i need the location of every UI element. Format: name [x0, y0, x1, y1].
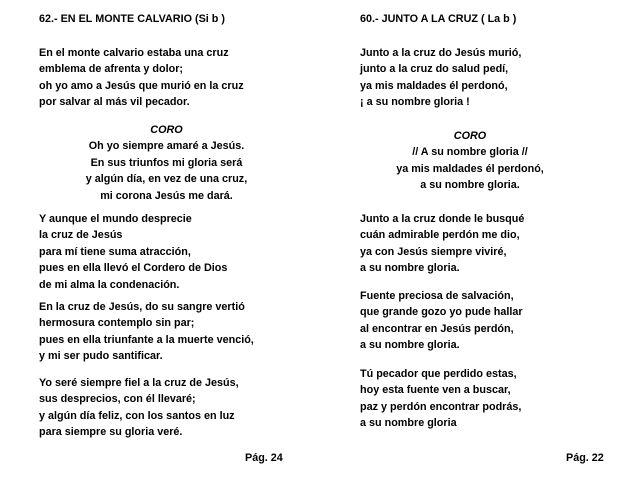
- stanza-2: [360, 211, 524, 277]
- stanza-1: [39, 45, 244, 111]
- verse-line: la cruz de Jesús: [39, 229, 123, 242]
- verse-line: para siempre su gloria veré.: [39, 426, 183, 439]
- chorus: [39, 122, 294, 204]
- verse-line: para mí tiene suma atracción,: [39, 245, 191, 258]
- chorus-line: Oh yo siempre amaré a Jesús.: [88, 140, 245, 153]
- verse-line: junto a la cruz do salud pedí,: [360, 63, 509, 76]
- verse-line: ya mis maldades él perdonó,: [360, 79, 508, 92]
- stanza-4: [360, 366, 521, 432]
- chorus-line: y algún día, en vez de una cruz,: [85, 173, 248, 186]
- stanza-3: [360, 288, 523, 354]
- chorus-line: mi corona Jesús me dará.: [100, 189, 233, 202]
- chorus-line: ya mis maldades él perdonó,: [396, 162, 544, 175]
- verse-line: y algún día feliz, con los santos en luz: [39, 409, 235, 422]
- verse-line: pues en ella triunfante a la muerte venció,: [39, 333, 254, 346]
- verse-line: ¡ a su nombre gloria !: [360, 96, 470, 109]
- verse-line: al encontrar en Jesús perdón,: [360, 322, 514, 335]
- verse-line: Fuente preciosa de salvación,: [360, 290, 514, 302]
- chorus-line: En sus triunfos mi gloria será: [90, 156, 243, 169]
- verse-line: Y aunque el mundo desprecie: [39, 213, 192, 225]
- page-number: Pág. 22: [566, 452, 604, 464]
- stanza-4: [39, 375, 239, 441]
- verse-line: oh yo amo a Jesús que murió en la cruz: [39, 79, 244, 92]
- chorus: [360, 128, 580, 194]
- verse-line: emblema de afrenta y dolor;: [39, 63, 183, 76]
- stanza-1: [360, 45, 521, 111]
- verse-line: sus desprecios, con él llevaré;: [39, 393, 196, 406]
- verse-line: y mi ser pudo santificar.: [39, 350, 163, 363]
- hymn-title-60: 60.- JUNTO A LA CRUZ ( La b ): [360, 13, 517, 25]
- verse-line: a su nombre gloria.: [360, 262, 460, 275]
- verse-line: a su nombre gloria.: [360, 339, 460, 352]
- verse-line: que grande gozo yo pude hallar: [360, 306, 523, 319]
- verse-line: Junto a la cruz donde le busqué: [360, 213, 525, 225]
- verse-line: a su nombre gloria: [360, 417, 457, 430]
- chorus-heading: CORO: [453, 130, 487, 142]
- verse-line: Junto a la cruz do Jesús murió,: [360, 47, 522, 59]
- verse-line: hermosura contemplo sin par;: [39, 317, 195, 330]
- verse-line: En la cruz de Jesús, do su sangre vertió: [39, 301, 245, 313]
- verse-line: En el monte calvario estaba una cruz: [39, 47, 229, 59]
- verse-line: pues en ella llevó el Cordero de Dios: [39, 262, 228, 275]
- stanza-2: [39, 211, 227, 293]
- hymn-title-62: 62.- EN EL MONTE CALVARIO (Si b ): [39, 13, 225, 25]
- verse-line: paz y perdón encontrar podrás,: [360, 400, 522, 413]
- chorus-line: a su nombre gloria.: [420, 179, 520, 192]
- chorus-heading: CORO: [150, 124, 183, 136]
- verse-line: Yo seré siempre fiel a la cruz de Jesús,: [39, 377, 239, 389]
- page-number: Pág. 24: [245, 452, 283, 464]
- verse-line: ya con Jesús siempre viviré,: [360, 245, 507, 258]
- stanza-3: [39, 299, 254, 365]
- chorus-line: // A su nombre gloria //: [412, 146, 528, 159]
- verse-line: por salvar al más vil pecador.: [39, 96, 190, 109]
- verse-line: Tú pecador que perdido estas,: [360, 368, 517, 380]
- verse-line: cuán admirable perdón me dio,: [360, 229, 520, 242]
- verse-line: de mi alma la condenación.: [39, 278, 180, 291]
- verse-line: hoy esta fuente ven a buscar,: [360, 384, 511, 397]
